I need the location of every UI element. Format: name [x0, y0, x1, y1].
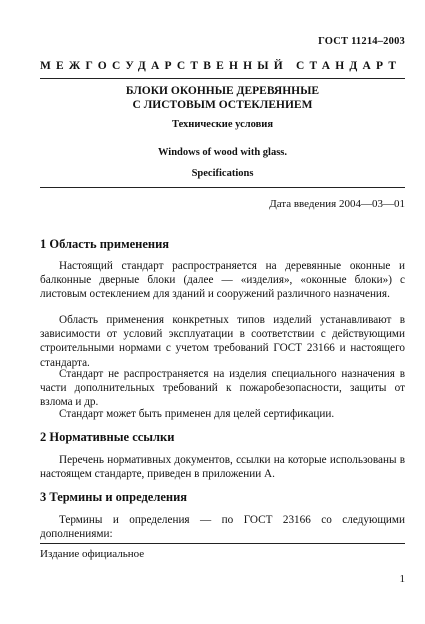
document-title-line-1: БЛОКИ ОКОННЫЕ ДЕРЕВЯННЫЕ: [125, 85, 320, 97]
section-heading-scope: 1 Область применения: [40, 237, 170, 251]
header-divider: [40, 78, 405, 79]
document-subtitle: Технические условия: [171, 119, 274, 130]
paragraph: Стандарт не распространяется на изделия специального назначения в части дополнительных требований к пожаробезопасности, защиты от взлома и др.: [40, 368, 405, 409]
paragraph: Область применения конкретных типов изделий устанавливают в зависимости от условий эксплуатации в соответствии с действующими строительными нормами с учетом требований ГОСТ 23166 и настоящего стандарта.: [40, 314, 405, 369]
paragraph: Перечень нормативных документов, ссылки на которые использованы в настоящем стандарте, приведен в приложении А.: [40, 454, 405, 481]
section-heading-terms-definitions: 3 Термины и определения: [40, 490, 188, 504]
introduction-date: Дата введения 2004—03—01: [269, 198, 405, 210]
english-title-line-1: Windows of wood with glass.: [157, 147, 288, 158]
english-title-line-2: Specifications: [191, 168, 254, 179]
paragraph: Термины и определения — по ГОСТ 23166 со следующими дополнениями:: [40, 514, 405, 541]
document-title-line-2: С ЛИСТОВЫМ ОСТЕКЛЕНИЕМ: [132, 99, 313, 111]
document-code: ГОСТ 11214–2003: [318, 36, 405, 47]
edition-note: Издание официальное: [40, 548, 145, 560]
paragraph: Настоящий стандарт распространяется на деревянные оконные и балконные дверные блоки (далее — «изделия», «оконные блоки») с листовым остеклением для зданий и сооружений различного назначения.: [40, 260, 405, 301]
footer-divider: [40, 543, 405, 544]
section-heading-normative-references: 2 Нормативные ссылки: [40, 430, 175, 444]
page-number: 1: [399, 573, 405, 585]
paragraph: Стандарт может быть применен для целей сертификации.: [59, 408, 335, 420]
standard-type-banner: МЕЖГОСУДАРСТВЕННЫЙ СТАНДАРТ: [40, 60, 402, 72]
title-divider: [40, 187, 405, 188]
